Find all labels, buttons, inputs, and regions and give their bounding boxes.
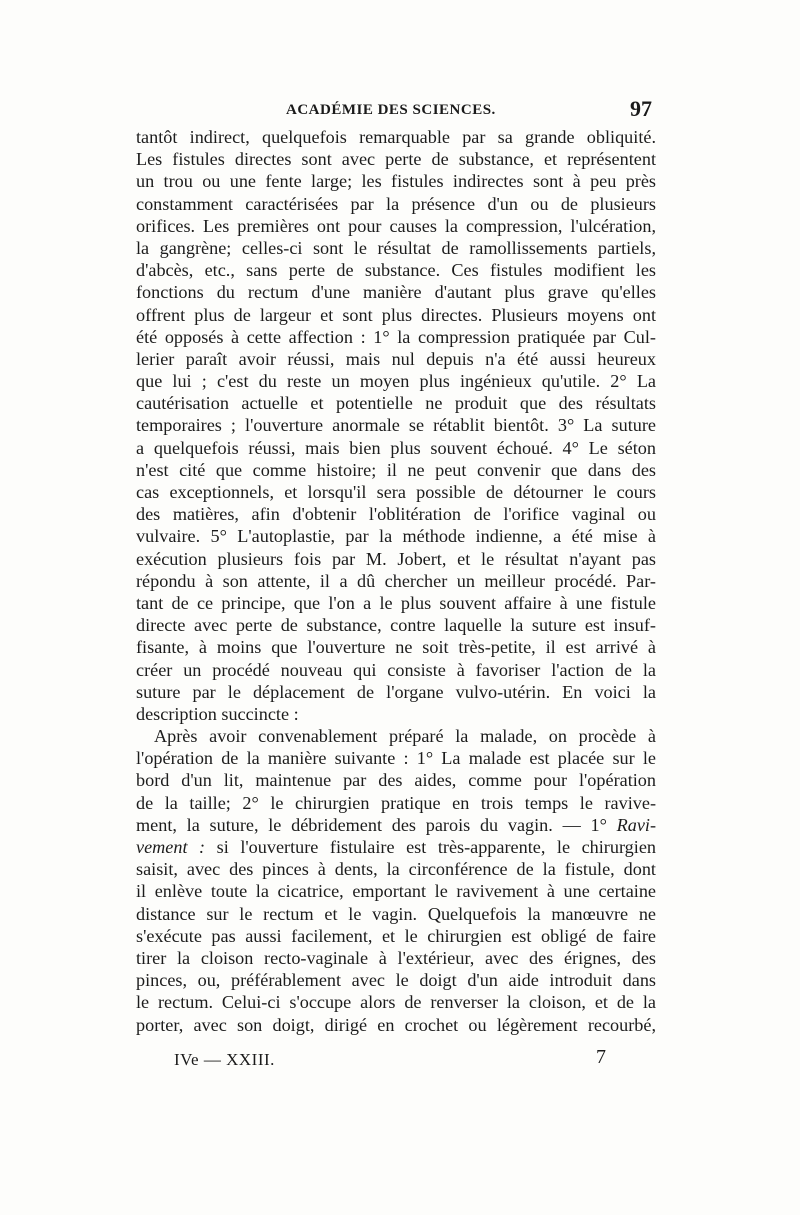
- text-line: des matières, afin d'obtenir l'oblitération de l'orifice vaginal ou: [136, 504, 656, 525]
- text-line: description succincte :: [136, 703, 299, 724]
- text-line: distance sur le rectum et le vagin. Quelquefois la manœuvre ne: [136, 903, 656, 924]
- text-line: temporaires ; l'ouverture anormale se rétablit bientôt. 3° La suture: [136, 415, 656, 436]
- text-line: un trou ou une fente large; les fistules indirectes sont à peu près: [136, 171, 656, 192]
- text-line: saisit, avec des pinces à dents, la circonférence de la fistule, dont: [136, 859, 656, 880]
- text-segment: si l'ouverture fistulaire est très-apparente, le chirurgien: [216, 837, 656, 857]
- text-line: lerier paraît avoir réussi, mais nul depuis n'a été aussi heureux: [136, 348, 656, 369]
- text-segment: ment, la suture, le débridement des parois du vagin. — 1°: [136, 814, 617, 835]
- body-text: [136, 126, 656, 1036]
- text-line: directe avec perte de substance, contre laquelle la suture est insuf-: [136, 615, 656, 636]
- page-number: 97: [630, 96, 652, 121]
- text-line: [136, 814, 656, 836]
- text-line: porter, avec son doigt, dirigé en crochet ou légèrement recourbé,: [136, 1014, 656, 1035]
- running-title: ACADÉMIE DES SCIENCES.: [286, 102, 496, 118]
- text-line: d'abcès, etc., sans perte de substance. Ces fistules modifient les: [136, 260, 656, 281]
- text-line: tantôt indirect, quelquefois remarquable par sa grande obliquité.: [136, 127, 656, 147]
- text-line: vulvaire. 5° L'autoplastie, par la méthode indienne, a été mise à: [136, 526, 656, 547]
- text-line: il enlève toute la cicatrice, emportant le ravivement à une certaine: [136, 881, 656, 902]
- text-line: créer un procédé nouveau qui consiste à favoriser l'action de la: [136, 659, 656, 680]
- text-line: s'exécute pas aussi facilement, et le chirurgien est obligé de faire: [136, 925, 656, 946]
- text-line: pinces, ou, préférablement avec le doigt d'un aide introduit dans: [136, 970, 656, 991]
- text-line: que lui ; c'est du reste un moyen plus ingénieux qu'utile. 2° La: [136, 371, 656, 392]
- text-line: la gangrène; celles-ci sont le résultat de ramollissements partiels,: [136, 237, 656, 258]
- text-line: [136, 836, 656, 858]
- italic-term: vement :: [136, 837, 206, 857]
- text-line: bord d'un lit, maintenue par des aides, comme pour l'opération: [136, 770, 656, 791]
- text-line: répondu à son attente, il a dû chercher un meilleur procédé. Par-: [136, 570, 656, 591]
- text-line: exécution plusieurs fois par M. Jobert, et le résultat n'ayant pas: [136, 548, 656, 569]
- text-line: l'opération de la manière suivante : 1° La malade est placée sur le: [136, 748, 656, 769]
- text-line: suture par le déplacement de l'organe vulvo-utérin. En voici la: [136, 681, 656, 702]
- text-line: cas exceptionnels, et lorsqu'il sera possible de détourner le cours: [136, 482, 656, 502]
- text-line: de la taille; 2° le chirurgien pratique en trois temps le ravive-: [136, 792, 656, 813]
- text-line: a quelquefois réussi, mais bien plus souvent échoué. 4° Le séton: [136, 437, 656, 458]
- text-line: fisante, à moins que l'ouverture ne soit très-petite, il est arrivé à: [136, 637, 656, 658]
- text-line: tant de ce principe, que l'on a le plus souvent affaire à une fistule: [136, 592, 656, 613]
- text-line: constamment caractérisées par la présence d'un ou de plusieurs: [136, 193, 656, 214]
- paragraph-start-line: Après avoir convenablement préparé la malade, on procède à: [154, 726, 656, 747]
- text-line: offrent plus de largeur et sont plus directes. Plusieurs moyens ont: [136, 304, 656, 325]
- text-line: été opposés à cette affection : 1° la compression pratiquée par Cul-: [136, 326, 656, 347]
- signature-mark: IVe — XXIII.: [174, 1050, 275, 1069]
- text-line: le rectum. Celui-ci s'occupe alors de renverser la cloison, et de la: [136, 992, 656, 1013]
- italic-term: Ravi-: [616, 814, 656, 835]
- sheet-number: 7: [596, 1046, 606, 1068]
- text-line: cautérisation actuelle et potentielle ne produit que des résultats: [136, 393, 656, 414]
- page-footer: [136, 1046, 656, 1074]
- text-line: n'est cité que comme histoire; il ne peut convenir que dans des: [136, 459, 656, 480]
- text-line: tirer la cloison recto-vaginale à l'extérieur, avec des érignes, des: [136, 947, 656, 968]
- text-line: orifices. Les premières ont pour causes la compression, l'ulcération,: [136, 215, 656, 236]
- page-header: [136, 96, 656, 126]
- text-line: Les fistules directes sont avec perte de substance, et représentent: [136, 149, 656, 170]
- text-line: fonctions du rectum d'une manière d'autant plus grave qu'elles: [136, 282, 656, 303]
